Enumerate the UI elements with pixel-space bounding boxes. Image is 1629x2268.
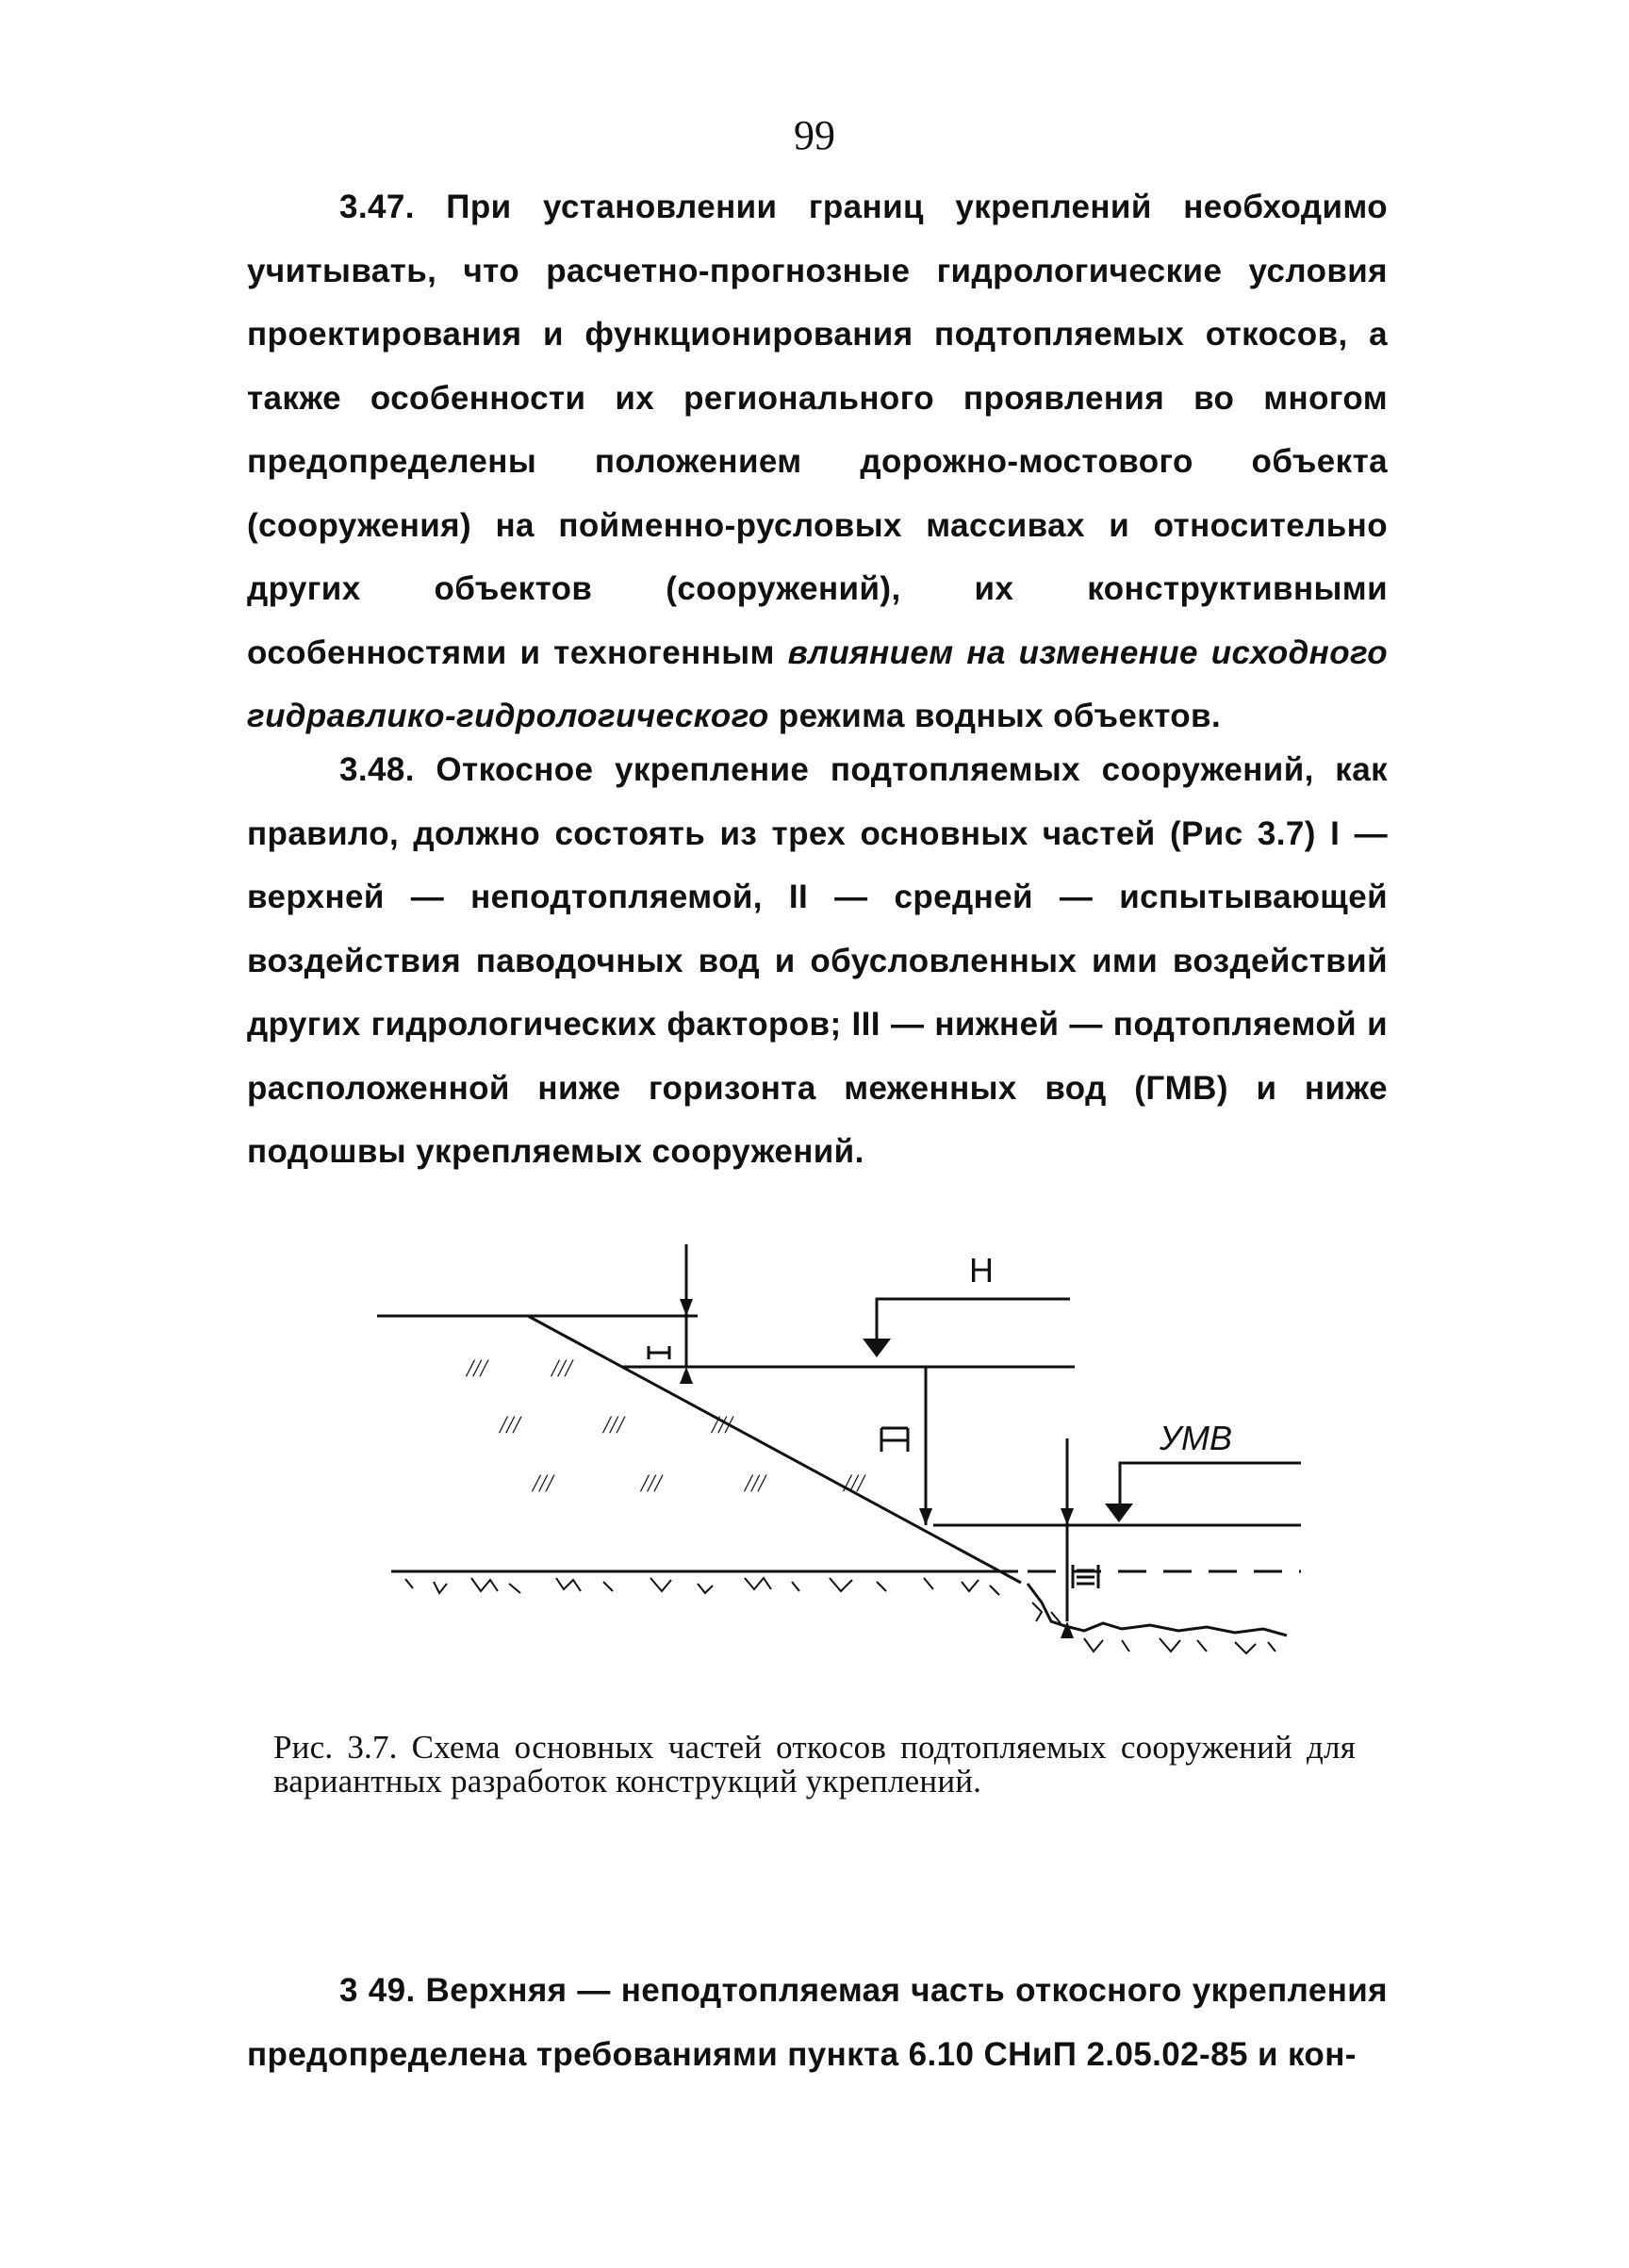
umv-label-leader xyxy=(1120,1463,1301,1504)
zone-label-i xyxy=(649,1346,669,1359)
soil-hatch-mark: /// xyxy=(712,1411,732,1438)
page-number: 99 xyxy=(794,112,835,158)
water-level-triangle-high xyxy=(863,1339,891,1357)
h-label-leader xyxy=(877,1299,1070,1339)
arrow-down-3 xyxy=(1061,1508,1074,1525)
figure-caption-line2: укреплений. xyxy=(805,1763,982,1800)
ground-hatch xyxy=(405,1578,999,1595)
soil-hatch-mark: /// xyxy=(533,1470,553,1497)
arrow-down-2 xyxy=(919,1508,932,1525)
arrow-up-1 xyxy=(680,1367,693,1384)
soil-hatch-mark: /// xyxy=(844,1470,864,1497)
paragraph-3-47-text: 3.47. При установлении границ укреплений необходимо учитывать, что расчетно-прогнозные гидрологические условия проектирования и функционирования подтопляемых откосов, а также особенности их регионального проявления во многом предопределены положением дорожно-мостового объекта (сооружения) на пойменно-русловых массивах и относительно других объектов (сооружений), их конструктивными особенностями и техногенным xyxy=(247,189,1388,671)
arrow-down-1 xyxy=(680,1299,693,1316)
soil-hatch-mark: /// xyxy=(641,1470,662,1497)
slope-line xyxy=(528,1316,1021,1583)
slope-scheme-figure xyxy=(368,1225,1329,1668)
paragraph-3-47-end: режима водных объектов. xyxy=(768,698,1222,734)
zone-label-iii xyxy=(1073,1565,1098,1588)
label-umv: УМВ xyxy=(1160,1419,1233,1457)
soil-hatch-mark: /// xyxy=(603,1411,624,1438)
figure-caption-line1: Рис. 3.7. Схема основных частей откосов подтопляемых сооружений для вариантных разработок конструкций xyxy=(273,1729,1356,1800)
soil-hatch-mark: /// xyxy=(467,1355,487,1382)
paragraph-3-47 xyxy=(247,175,1388,748)
paragraph-3-47-italic: влиянием на изменение исходного гидравлико-гидрологического xyxy=(247,633,1388,734)
soil-hatch-mark: /// xyxy=(551,1355,572,1382)
soil-hatch-mark: /// xyxy=(745,1470,765,1497)
paragraph-3-48: 3.48. Откосное укрепление подтопляемых сооружений, как правило, должно состоять из трех основных частей (Рис 3.7) I — верхней — неподтопляемой, II — средней — испытывающей воздействия паводочных вод и обусловленных ими воздействий других гидрологических факторов; III — нижней — подтопляемой и расположенной ниже горизонта меженных вод (ГМВ) и ниже подошвы укрепляемых сооружений. xyxy=(247,751,1388,1170)
label-h: Н xyxy=(969,1251,994,1290)
figure-caption xyxy=(273,1731,1356,1799)
paragraph-3-49: 3 49. Верхняя — неподтопляемая часть откосного укрепления предопределена требованиями пункта 6.10 СНиП 2.05.02-85 и кон- xyxy=(247,1972,1388,2073)
water-level-triangle-low xyxy=(1105,1504,1133,1522)
soil-hatch-mark: /// xyxy=(500,1411,520,1438)
slope-scheme-drawing xyxy=(368,1225,1329,1668)
zone-label-ii xyxy=(881,1428,908,1452)
